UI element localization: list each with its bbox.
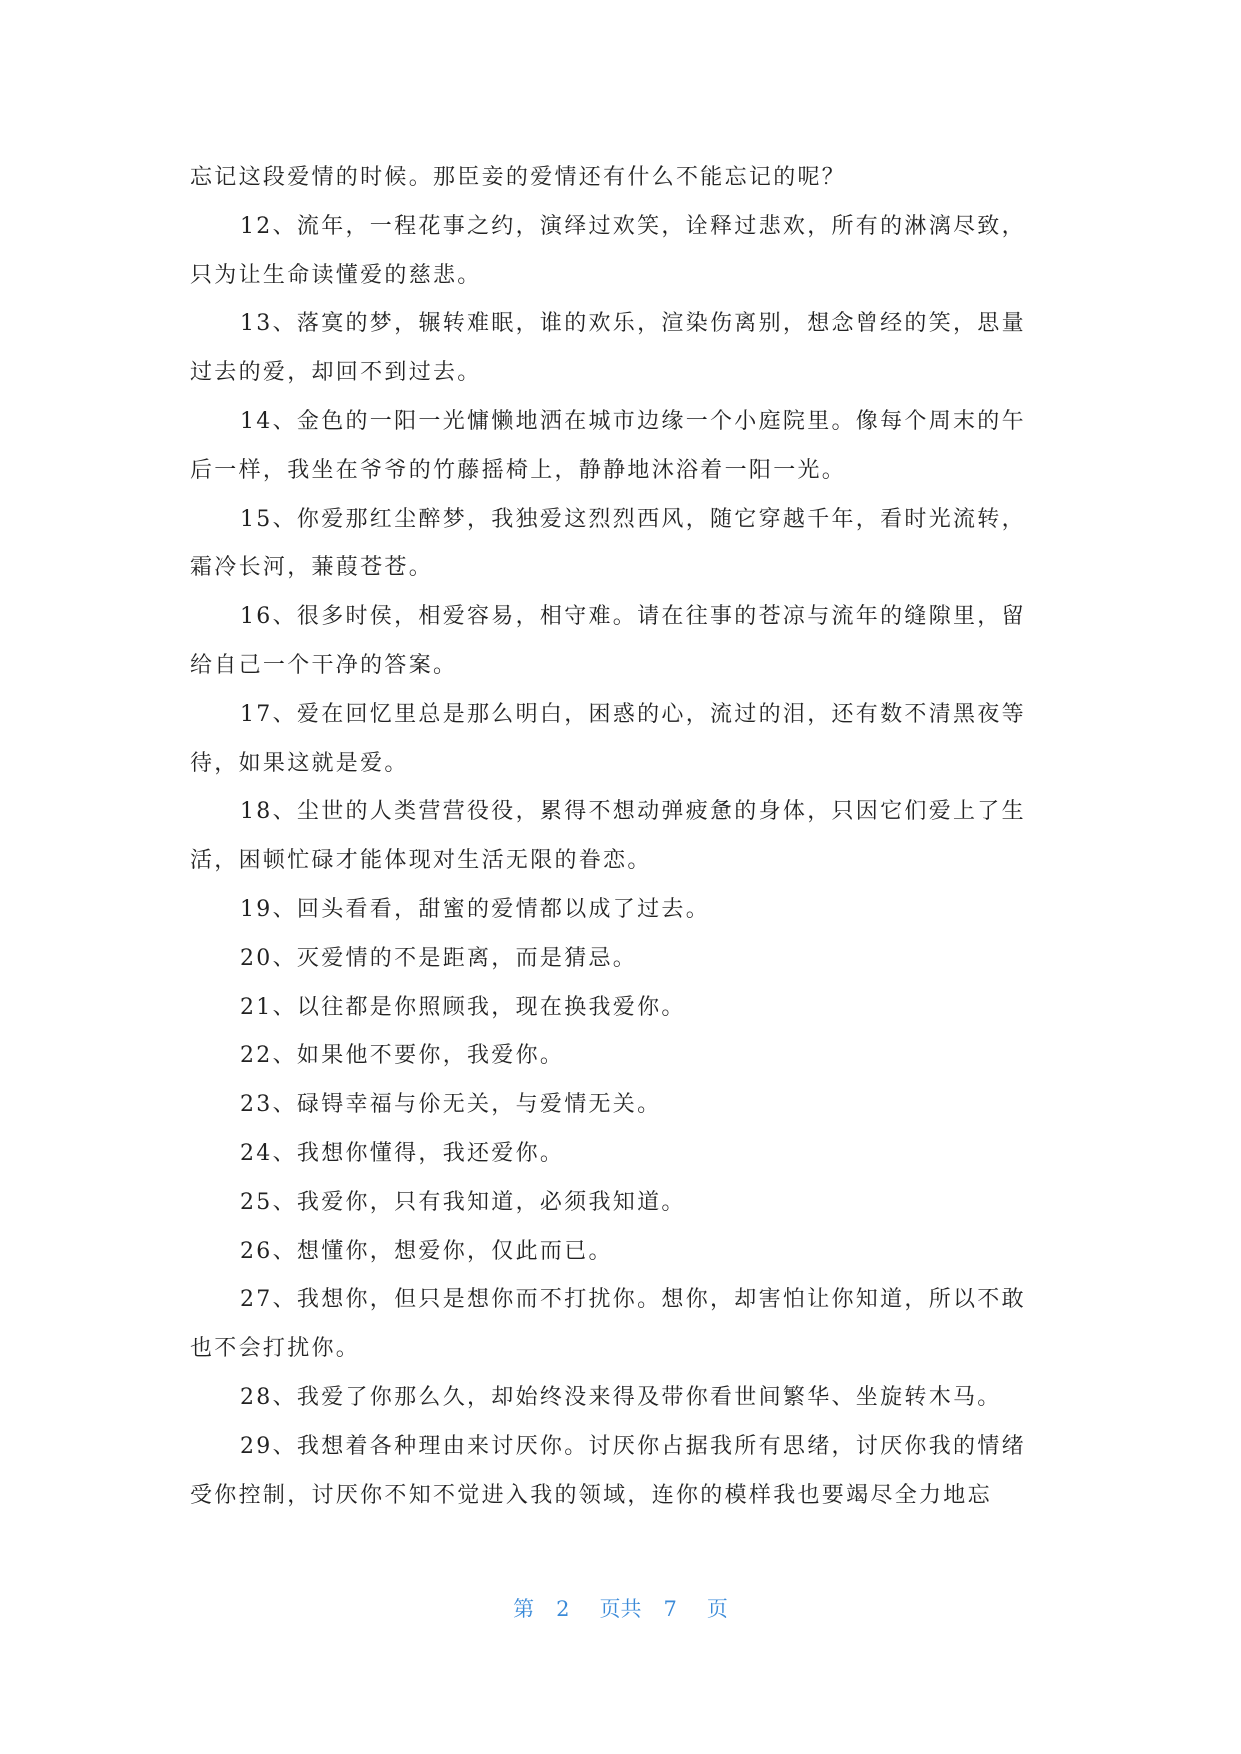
footer-middle: 页共 <box>599 1597 642 1621</box>
text-line: 给自己一个干净的答案。 <box>190 652 458 678</box>
text-line: 待，如果这就是爱。 <box>190 750 409 776</box>
footer-current-page: 2 <box>556 1597 570 1621</box>
text-line: 18、尘世的人类营营役役，累得不想动弹疲惫的身体，只因它们爱上了生 <box>240 799 1026 825</box>
text-line: 27、我想你，但只是想你而不打扰你。想你，却害怕让你知道，所以不敢 <box>240 1287 1026 1313</box>
text-line: 活，困顿忙碌才能体现对生活无限的眷恋。 <box>190 848 652 874</box>
text-line: 23、碌锝幸福与伱无关，与爱情无关。 <box>240 1092 662 1118</box>
text-line: 29、我想着各种理由来讨厌你。讨厌你占据我所有思绪，讨厌你我的情绪 <box>240 1433 1026 1459</box>
text-line: 受你控制，讨厌你不知不觉进入我的领域，连你的模样我也要竭尽全力地忘 <box>190 1482 992 1508</box>
text-line: 21、以往都是你照顾我，现在换我爱你。 <box>240 994 686 1020</box>
text-line: 24、我想你懂得，我还爱你。 <box>240 1140 565 1166</box>
text-line: 16、很多时侯，相爱容易，相守难。请在往事的苍凉与流年的缝隙里，留 <box>240 604 1026 630</box>
text-line: 霜冷长河，蒹葭苍苍。 <box>190 555 434 581</box>
text-line: 13、落寞的梦，辗转难眠，谁的欢乐，渲染伤离别，想念曾经的笑，思量 <box>240 311 1026 337</box>
text-line: 12、流年，一程花事之约，演绎过欢笑，诠释过悲欢，所有的淋漓尽致， <box>240 213 1026 239</box>
text-line: 25、我爱你，只有我知道，必须我知道。 <box>240 1189 686 1215</box>
footer-prefix: 第 <box>513 1597 535 1621</box>
text-line: 15、你爱那红尘醉梦，我独爱这烈烈西风，随它穿越千年，看时光流转， <box>240 506 1026 532</box>
page-footer <box>0 1593 1241 1623</box>
text-line: 20、灭爱情的不是距离，而是猜忌。 <box>240 945 638 971</box>
text-line: 忘记这段爱情的时候。那臣妾的爱情还有什么不能忘记的呢？ <box>190 165 847 190</box>
text-line: 17、爱在回忆里总是那么明白，困惑的心，流过的泪，还有数不清黑夜等 <box>240 701 1026 727</box>
footer-total-pages: 7 <box>663 1597 677 1621</box>
footer-suffix: 页 <box>706 1597 728 1621</box>
text-line: 22、如果他不要你，我爱你。 <box>240 1043 565 1069</box>
text-line: 只为让生命读懂爱的慈悲。 <box>190 262 482 288</box>
text-line: 14、金色的一阳一光慵懒地洒在城市边缘一个小庭院里。像每个周末的午 <box>240 408 1026 434</box>
text-line: 19、回头看看，甜蜜的爱情都以成了过去。 <box>240 896 710 922</box>
text-line: 后一样，我坐在爷爷的竹藤摇椅上，静静地沐浴着一阳一光。 <box>190 457 847 483</box>
text-line: 过去的爱，却回不到过去。 <box>190 360 482 386</box>
text-line: 28、我爱了你那么久，却始终没来得及带你看世间繁华、坐旋转木马。 <box>240 1384 1002 1410</box>
document-body <box>190 154 1040 1520</box>
text-line: 也不会打扰你。 <box>190 1336 361 1362</box>
text-line: 26、想懂你，想爱你，仅此而已。 <box>240 1238 613 1264</box>
